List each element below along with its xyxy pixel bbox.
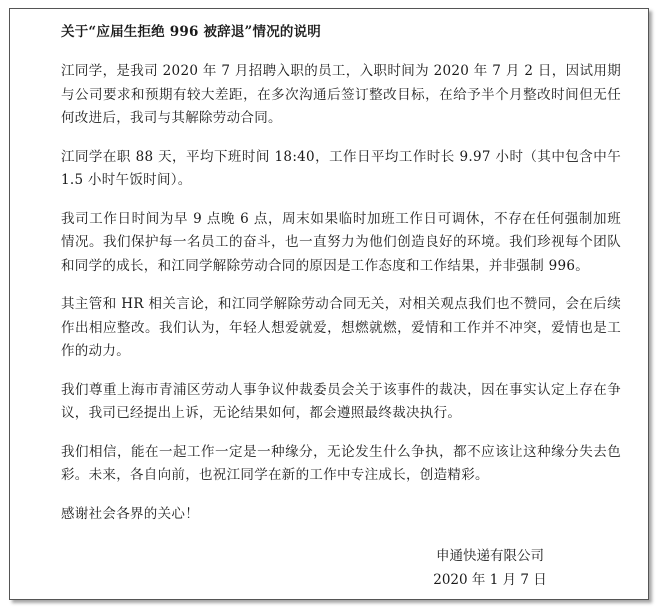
paragraph-3: 我司工作日时间为早 9 点晚 6 点，周末如果临时加班工作日可调休，不存在任何强制加班情况。我们保护每一名员工的奋斗，也一直努力为他们创造良好的环境。我们珍视每个团队和同学的成长，和江同学解除劳动合同的原因是工作态度和工作结果，并非强制 996。 [61, 210, 621, 274]
document-body [61, 23, 621, 541]
paragraph-5: 我们尊重上海市青浦区劳动人事争议仲裁委员会关于该事件的裁决，因在事实认定上存在争议，我司已经提出上诉，无论结果如何，都会遵照最终裁决执行。 [61, 381, 621, 421]
paragraph-4: 其主管和 HR 相关言论，和江同学解除劳动合同无关，对相关观点我们也不赞同，会在后续作出相应整改。我们认为，年轻人想爱就爱，想燃就燃，爱情和工作并不冲突，爱情也是工作的动力。 [61, 296, 621, 359]
signature-company: 申通快递有限公司 [436, 548, 544, 564]
paragraph-2: 江同学在职 88 天，平均下班时间 18:40，工作日平均工作时长 9.97 小时（其中包含中午 1.5 小时午饭时间）。 [61, 148, 621, 188]
paragraph-6: 我们相信，能在一起工作一定是一种缘分，无论发生什么争执，都不应该让这种缘分失去色彩。未来，各自向前，也祝江同学在新的工作中专注成长，创造精彩。 [61, 443, 621, 483]
document-frame [9, 8, 649, 600]
paragraph-1: 江同学，是我司 2020 年 7 月招聘入职的员工，入职时间为 2020 年 7 月 2 日，因试用期与公司要求和预期有较大差距，在多次沟通后签订整改目标，在给予半个月整改时间但无任何改进后，我司与其解除劳动合同。 [61, 63, 621, 126]
paragraph-7: 感谢社会各界的关心！ [61, 505, 199, 522]
document-title: 关于“应届生拒绝 996 被辞退”情况的说明 [61, 24, 322, 40]
signature-date: 2020 年 1 月 7 日 [433, 572, 547, 588]
